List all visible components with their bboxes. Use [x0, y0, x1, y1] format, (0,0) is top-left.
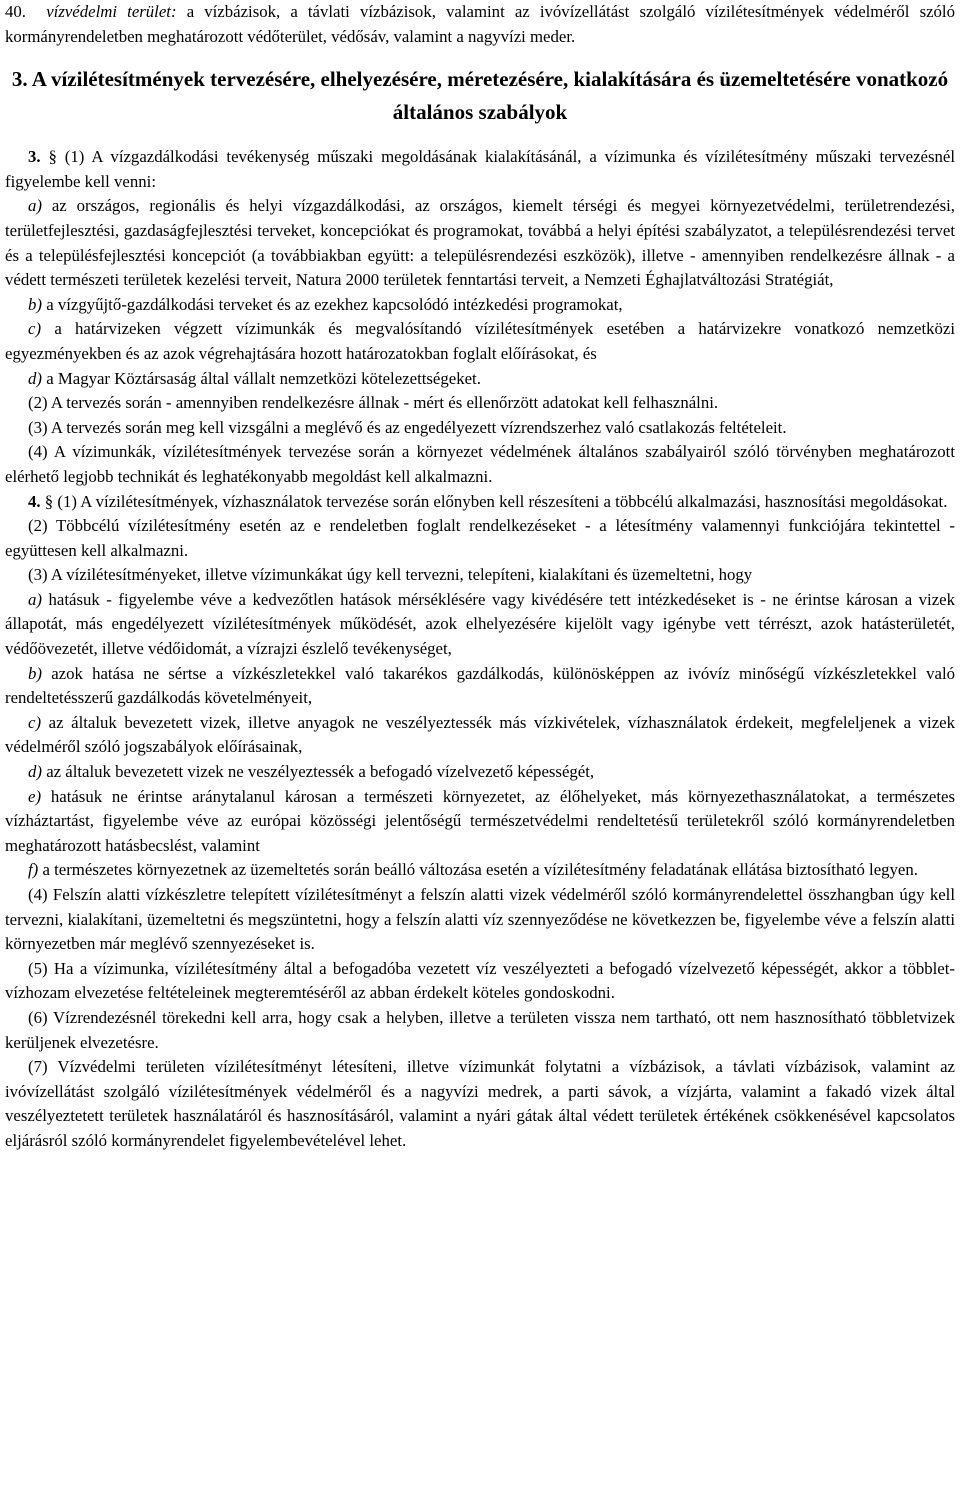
section-3-para-4: (4) A vízimunkák, vízilétesítmények tervezése során a környezet védelmének általános szabályairól szóló törvényben meghatározott elérhető legjobb technikát és leghatékonyabb megoldást kell alkalmazni. [5, 442, 955, 486]
section-4-para-6: (6) Vízrendezésnél törekedni kell arra, hogy csak a helyben, illetve a területen vissza nem tartható, ott nem hasznosítható többletvizek kerüljenek elvezetésre. [5, 1007, 955, 1052]
section-4-para-7: (7) Vízvédelmi területen vízilétesítményt létesíteni, illetve vízimunkát folytatni a vízbázisok, a távlati vízbázisok, valamint az ivóvízellátást szolgáló vízilétesítmények védelméről és a nagyvízi medrek, a parti sávok, a vízjárta, valamint a fakadó vizek által veszélyeztetett területek használatáról és hasznosításáról, valamint a nyári gátak által védett területek értékének csökkenésével kapcsolatos eljárásról szóló kormányrendelet figyelembevételével lehet. [5, 1057, 955, 1150]
point-label: b) [28, 294, 42, 314]
point-label: d) [28, 762, 42, 782]
item-number: 40. [5, 2, 26, 21]
list-item: c) az általuk bevezetett vizek, illetve anyagok ne veszélyeztessék más vízkivételek, vízhasználatok érdekeit, megfeleljenek a vizek védelméről szóló jogszabályok előírásainak, [5, 712, 955, 757]
item-40 [5, 0, 955, 49]
list-item: b) a vízgyűjtő-gazdálkodási terveket és az ezekhez kapcsolódó intézkedési programokat, [28, 294, 623, 314]
point-label: c) [28, 712, 42, 732]
section-4-para-4: (4) Felszín alatti vízkészletre telepített vízilétesítményt a felszín alatti vizek védelméről szóló kormányrendelettel összhangban úgy kell tervezni, kialakítani, üzemeltetni és megszüntetni, hogy a felszín alatti víz szennyeződése ne következzen be, figyelembe véve a felszín alatti környezetben már meglévő szennyezéseket is. [5, 885, 955, 954]
list-item: d) az általuk bevezetett vizek ne veszélyeztessék a befogadó vízelvezető képességét, [28, 762, 595, 782]
point-label: d) [28, 368, 42, 388]
point-label: b) [28, 663, 42, 683]
section-4-para-5: (5) Ha a vízimunka, vízilétesítmény által a befogadóba vezetett víz veszélyezteti a befogadó vízelvezető képességét, akkor a többlet-vízhozam elvezetése feltételeinek megteremtéséről az abban érdekelt köteles gondoskodni. [5, 958, 955, 1003]
item-term: vízvédelmi terület: [46, 2, 177, 21]
section-sign: § [48, 147, 57, 167]
section-4-para-3: (3) A vízilétesítményeket, illetve vízimunkákat úgy kell tervezni, telepíteni, kialakítani és üzemeltetni, hogy [28, 565, 753, 585]
list-item: a) hatásuk - figyelembe véve a kedvezőtlen hatások mérséklésére vagy kivédésére tett intézkedéseket is - ne érintse károsan a vizek állapotát, más engedélyezett vízilétesítmények működését, azok elhelyezésére kijelölt vagy igénybe vett térrészt, azok hatásterületét, védőövezetét, illetve védőidomát, a vízrajzi észlelő tevékenységet, [5, 589, 955, 659]
section-number: 4. [28, 491, 41, 511]
point-label: a) [28, 589, 42, 609]
chapter-heading: 3. A vízilétesítmények tervezésére, elhelyezésére, méretezésére, kialakítására és üzemeltetésére vonatkozó általános szabályok [11, 67, 949, 125]
item-text: a vízbázisok, a távlati vízbázisok, valamint az ivóvízellátást szolgáló vízilétesítmények védelméről szóló kormányrendeletben meghatározott védőterület, védősáv, valamint a nagyvízi meder. [5, 2, 955, 46]
list-item: a) az országos, regionális és helyi vízgazdálkodási, az országos, kiemelt térségi és megyei környezetvédelmi, területrendezési, területfejlesztési, gazdaságfejlesztési terveket, koncepciókat és programokat, továbbá a helyi építési szabályzatot, a településrendezési tervet és a településfejlesztési koncepciót (a továbbiakban együtt: a településrendezési eszközök), illetve - amennyiben rendelkezésre állnak - a védett természeti területek kezelési terveit, Natura 2000 területek fenntartási terveit, a Nemzeti Éghajlatváltozási Stratégiát, [5, 196, 955, 290]
point-label: f) [28, 860, 39, 880]
section-3-para-2: (2) A tervezés során - amennyiben rendelkezésre állnak - mért és ellenőrzött adatokat kell felhasználni. [28, 393, 719, 413]
list-item: b) azok hatása ne sértse a vízkészletekkel való takarékos gazdálkodás, különösképpen az ivóvíz minőségű vízkészletekkel való rendeltetésszerű gazdálkodás követelményeit, [5, 663, 955, 708]
list-item: e) hatásuk ne érintse aránytalanul károsan a természeti környezetet, az élőhelyeket, más környezethasználatokat, a természetes vízháztartást, figyelembe véve az európai közösségi jelentőségű természetvédelmi rendeltetésű területekről szóló kormányrendeletben meghatározott hatásbecslést, valamint [5, 786, 955, 855]
section-3-para-3: (3) A tervezés során meg kell vizsgálni a meglévő és az engedélyezett vízrendszerhez való csatlakozás feltételeit. [28, 417, 787, 437]
list-item: f) a természetes környezetnek az üzemeltetés során beálló változása esetén a vízilétesítmény feladatának ellátása biztosítható legyen. [28, 860, 918, 880]
point-label: e) [28, 786, 42, 806]
point-label: c) [28, 319, 42, 339]
list-item: d) a Magyar Köztársaság által vállalt nemzetközi kötelezettségeket. [28, 368, 481, 388]
section-sign: § [44, 491, 54, 511]
list-item: c) a határvizeken végzett vízimunkák és megvalósítandó vízilétesítmények esetében a határvizekre vonatkozó nemzetközi egyezményekben és az azok végrehajtására hozott határozatokban foglalt előírásokat, és [5, 319, 955, 363]
point-label: a) [28, 196, 42, 216]
section-4-para-2: (2) Többcélú vízilétesítmény esetén az e rendeletben foglalt rendelkezéseket - a létesítmény valamennyi funkciójára tekintettel - együttesen kell alkalmazni. [5, 516, 955, 560]
section-number: 3. [28, 147, 41, 167]
document-page [5, 0, 955, 1154]
section-3-para-1: 3. § (1) A vízgazdálkodási tevékenység műszaki megoldásának kialakításánál, a vízimunka és vízilétesítmény műszaki tervezésnél figyelembe kell venni: [5, 147, 955, 191]
section-4-para-1: 4. § (1) A vízilétesítmények, vízhasználatok tervezése során előnyben kell részesíteni a többcélú alkalmazási, hasznosítási megoldásokat. [28, 491, 948, 511]
